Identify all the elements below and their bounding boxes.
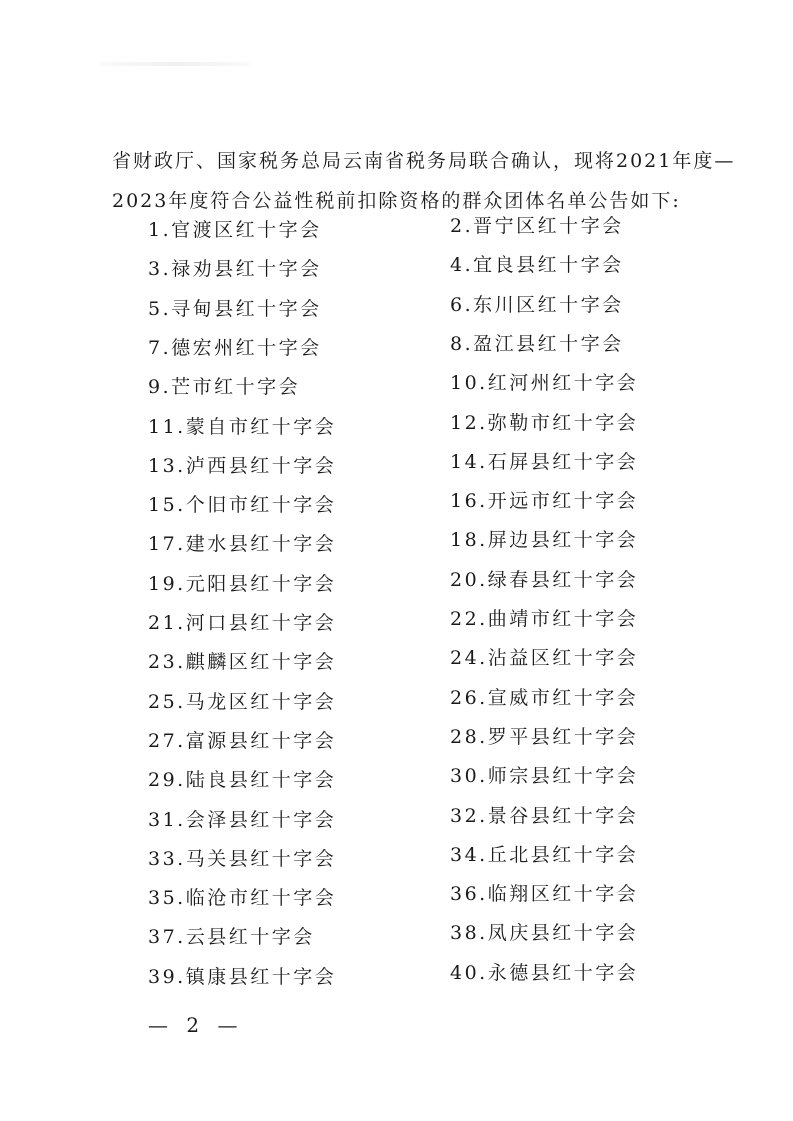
list-item: 36.临翔区红十字会 [450,883,639,906]
list-item: 30.师宗县红十字会 [450,765,639,788]
list-item: 10.红河州红十字会 [450,372,639,395]
list-item: 16.开远市红十字会 [450,490,639,513]
list-item: 25.马龙区红十字会 [148,690,337,713]
list-item: 1.官渡区红十字会 [148,219,322,241]
list-item: 11.蒙自市红十字会 [148,415,337,438]
list-item: 4.宜良县红十字会 [450,254,624,277]
list-item: 29.陆良县红十字会 [148,769,337,792]
list-item: 12.弥勒市红十字会 [450,411,639,434]
list-item: 40.永德县红十字会 [450,961,639,984]
list-item: 32.景谷县红十字会 [450,804,639,827]
list-item: 9.芒市红十字会 [148,376,301,399]
list-item: 28.罗平县红十字会 [450,725,639,748]
intro-line-2: 2023年度符合公益性税前扣除资格的群众团体名单公告如下: [112,190,681,212]
list-item: 3.禄劝县红十字会 [148,258,322,281]
list-item: 8.盈江县红十字会 [450,332,624,355]
list-item: 37.云县红十字会 [148,926,315,949]
list-item: 13.泸西县红十字会 [148,454,337,477]
list-item: 5.寻甸县红十字会 [148,297,322,320]
list-item: 23.麒麟区红十字会 [148,651,337,674]
list-item: 27.富源县红十字会 [148,729,337,752]
list-item: 24.沾益区红十字会 [450,647,639,670]
intro-line-1: 省财政厅、国家税务总局云南省税务局联合确认，现将2021年度— [112,150,736,172]
list-item: 7.德宏州红十字会 [148,336,322,359]
list-item: 35.临沧市红十字会 [148,887,337,910]
list-item: 15.个旧市红十字会 [148,494,337,517]
list-item: 38.凤庆县红十字会 [450,922,639,945]
list-item: 21.河口县红十字会 [148,612,337,634]
list-item: 17.建水县红十字会 [148,533,337,556]
list-item: 33.马关县红十字会 [148,847,337,870]
list-item: 31.会泽县红十字会 [148,808,337,831]
list-item: 6.东川区红十字会 [450,293,624,316]
page-number: — 2 — [148,1013,244,1037]
list-item: 14.石屏县红十字会 [450,450,639,473]
list-item: 22.曲靖市红十字会 [450,608,639,630]
list-item: 2.晋宁区红十字会 [450,215,624,237]
list-item: 18.屏边县红十字会 [450,529,639,552]
list-item: 26.宣威市红十字会 [450,686,639,709]
scan-artifact [100,62,250,66]
list-item: 19.元阳县红十字会 [148,572,337,595]
list-item: 20.绿春县红十字会 [450,568,639,591]
list-item: 39.镇康县红十字会 [148,965,337,988]
list-item: 34.丘北县红十字会 [450,843,639,866]
